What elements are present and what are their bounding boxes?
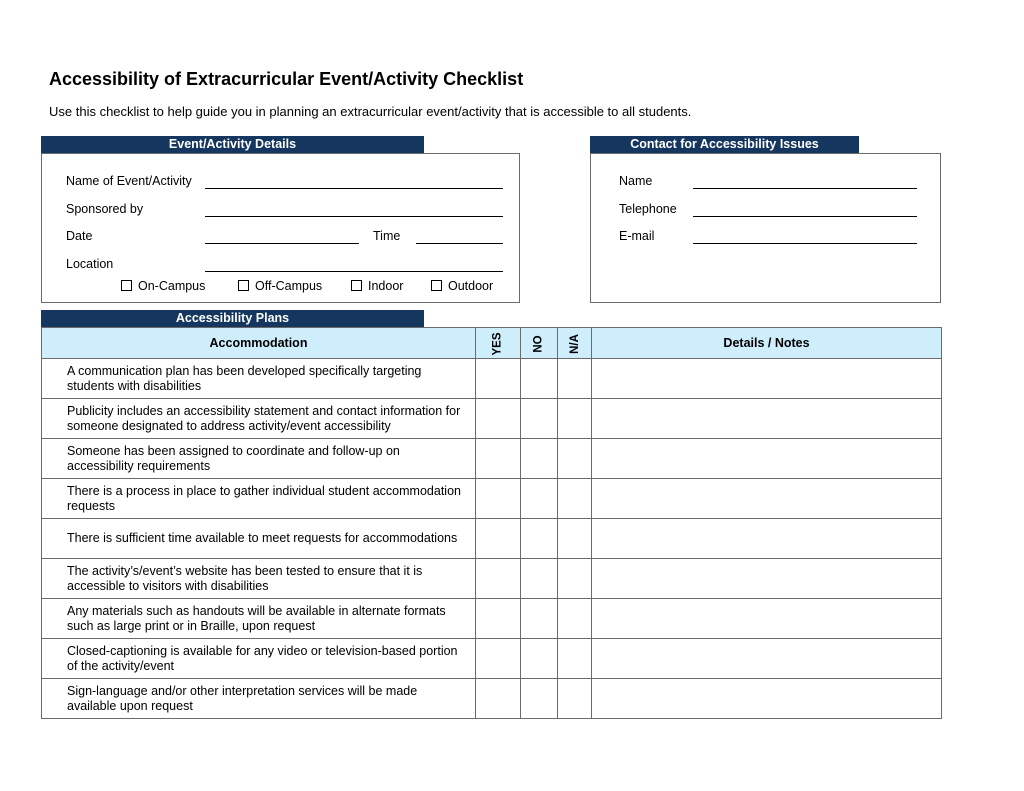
page-title: Accessibility of Extracurricular Event/Activity Checklist <box>49 69 524 89</box>
date-field[interactable] <box>205 243 359 244</box>
yes-cell[interactable] <box>476 559 521 599</box>
notes-cell[interactable] <box>592 519 942 559</box>
col-na <box>558 328 592 359</box>
notes-cell[interactable] <box>592 559 942 599</box>
col-na-label: N/A <box>568 334 581 354</box>
no-cell[interactable] <box>521 359 558 399</box>
plans-header: Accessibility Plans <box>41 310 424 327</box>
no-cell[interactable] <box>521 559 558 599</box>
contact-email-field[interactable] <box>693 243 917 244</box>
table-row <box>42 519 942 559</box>
intro-text: Use this checklist to help guide you in planning an extracurricular event/activity that is accessible to all students. <box>49 104 692 119</box>
table-row <box>42 359 942 399</box>
no-cell[interactable] <box>521 679 558 719</box>
accommodation-cell: Publicity includes an accessibility statement and contact information for someone designated to address activity/event accessibility <box>42 399 476 439</box>
table-row <box>42 639 942 679</box>
yes-cell[interactable] <box>476 599 521 639</box>
location-label: Location <box>66 257 114 271</box>
table-row <box>42 599 942 639</box>
col-yes <box>476 328 521 359</box>
notes-cell[interactable] <box>592 479 942 519</box>
event-name-label: Name of Event/Activity <box>66 174 192 188</box>
no-cell[interactable] <box>521 519 558 559</box>
event-name-field[interactable] <box>205 188 503 189</box>
on-campus-checkbox[interactable] <box>121 280 132 291</box>
notes-cell[interactable] <box>592 439 942 479</box>
table-row <box>42 559 942 599</box>
na-cell[interactable] <box>558 559 592 599</box>
yes-cell[interactable] <box>476 639 521 679</box>
col-no <box>521 328 558 359</box>
accommodation-cell: Closed-captioning is available for any video or television-based portion of the activity/event <box>42 639 476 679</box>
yes-cell[interactable] <box>476 359 521 399</box>
yes-cell[interactable] <box>476 439 521 479</box>
table-row <box>42 679 942 719</box>
contact-telephone-label: Telephone <box>619 202 677 216</box>
table-header-row <box>42 328 942 359</box>
sponsored-by-field[interactable] <box>205 216 503 217</box>
accommodation-cell: A communication plan has been developed specifically targeting students with disabilities <box>42 359 476 399</box>
no-cell[interactable] <box>521 479 558 519</box>
outdoor-checkbox[interactable] <box>431 280 442 291</box>
no-cell[interactable] <box>521 399 558 439</box>
col-accommodation: Accommodation <box>42 328 476 359</box>
na-cell[interactable] <box>558 679 592 719</box>
accommodation-cell: There is a process in place to gather individual student accommodation requests <box>42 479 476 519</box>
contact-email-label: E-mail <box>619 229 655 243</box>
accessibility-plans-table <box>41 327 942 719</box>
notes-cell[interactable] <box>592 639 942 679</box>
no-cell[interactable] <box>521 439 558 479</box>
accommodation-cell: Any materials such as handouts will be available in alternate formats such as large print or in Braille, upon request <box>42 599 476 639</box>
contact-name-field[interactable] <box>693 188 917 189</box>
contact-header: Contact for Accessibility Issues <box>590 136 859 153</box>
table-row <box>42 479 942 519</box>
na-cell[interactable] <box>558 519 592 559</box>
col-notes: Details / Notes <box>592 328 942 359</box>
na-cell[interactable] <box>558 639 592 679</box>
na-cell[interactable] <box>558 399 592 439</box>
yes-cell[interactable] <box>476 519 521 559</box>
yes-cell[interactable] <box>476 399 521 439</box>
col-no-label: NO <box>533 335 545 353</box>
notes-cell[interactable] <box>592 359 942 399</box>
table-row <box>42 439 942 479</box>
yes-cell[interactable] <box>476 679 521 719</box>
time-field[interactable] <box>416 243 503 244</box>
na-cell[interactable] <box>558 439 592 479</box>
event-details-header: Event/Activity Details <box>41 136 424 153</box>
indoor-checkbox[interactable] <box>351 280 362 291</box>
notes-cell[interactable] <box>592 679 942 719</box>
indoor-label: Indoor <box>368 279 404 293</box>
on-campus-label: On-Campus <box>138 279 206 293</box>
accommodation-cell: There is sufficient time available to meet requests for accommodations <box>42 519 476 559</box>
contact-name-label: Name <box>619 174 653 188</box>
notes-cell[interactable] <box>592 399 942 439</box>
table-row <box>42 399 942 439</box>
accommodation-cell: Sign-language and/or other interpretation services will be made available upon request <box>42 679 476 719</box>
off-campus-label: Off-Campus <box>255 279 323 293</box>
na-cell[interactable] <box>558 479 592 519</box>
time-label: Time <box>373 229 401 243</box>
no-cell[interactable] <box>521 599 558 639</box>
contact-telephone-field[interactable] <box>693 216 917 217</box>
location-field[interactable] <box>205 271 503 272</box>
accommodation-cell: Someone has been assigned to coordinate and follow-up on accessibility requirements <box>42 439 476 479</box>
na-cell[interactable] <box>558 359 592 399</box>
notes-cell[interactable] <box>592 599 942 639</box>
off-campus-checkbox[interactable] <box>238 280 249 291</box>
accommodation-cell: The activity’s/event’s website has been tested to ensure that it is accessible to visitors with disabilities <box>42 559 476 599</box>
na-cell[interactable] <box>558 599 592 639</box>
col-yes-label: YES <box>491 332 504 356</box>
outdoor-label: Outdoor <box>448 279 494 293</box>
no-cell[interactable] <box>521 639 558 679</box>
date-label: Date <box>66 229 93 243</box>
sponsored-by-label: Sponsored by <box>66 202 144 216</box>
yes-cell[interactable] <box>476 479 521 519</box>
